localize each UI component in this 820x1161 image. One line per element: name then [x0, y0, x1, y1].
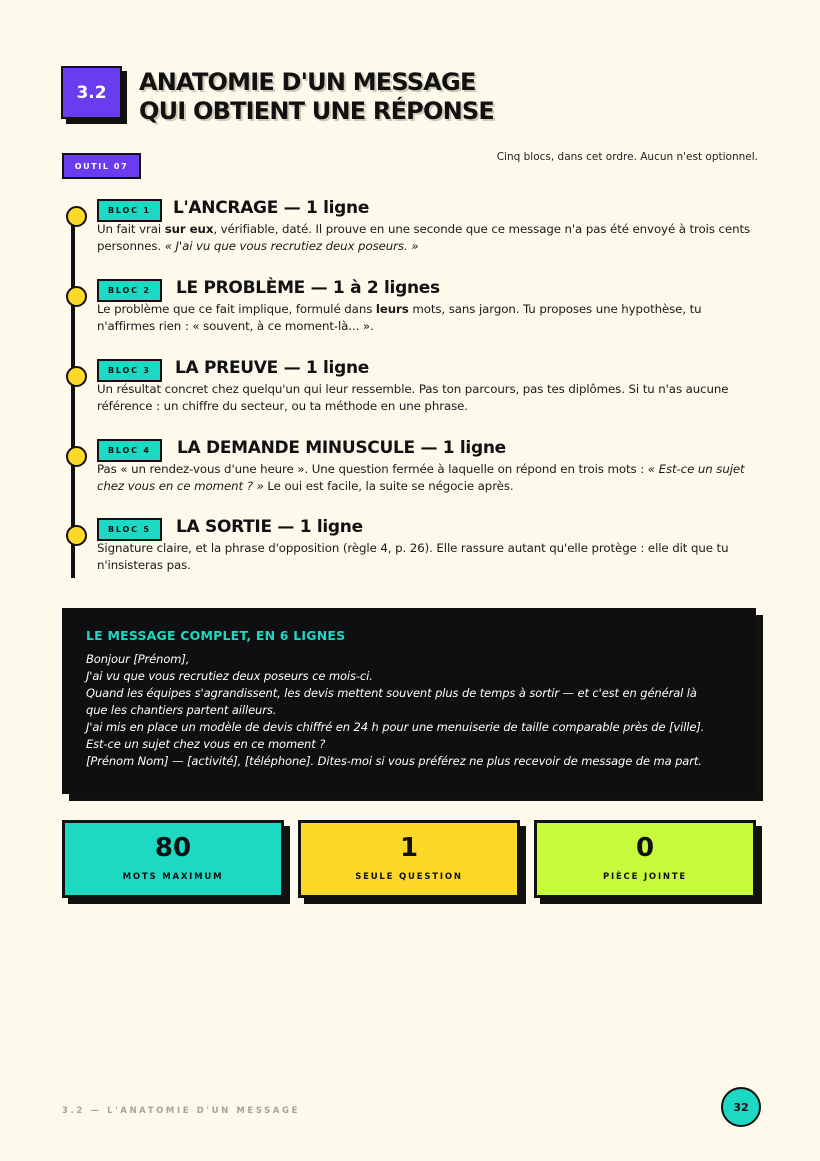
- bloc-tag: BLOC 1: [97, 199, 162, 222]
- bloc-body: [97, 381, 757, 415]
- footer-running-title: 3.2 — L'ANATOMIE D'UN MESSAGE: [62, 1106, 301, 1116]
- timeline-line: [71, 218, 75, 578]
- stat-label: MOTS MAXIMUM: [122, 872, 224, 882]
- message-line: J'ai vu que vous recrutiez deux poseurs ce mois-ci.: [86, 669, 373, 683]
- stat-card-attachment: [534, 820, 756, 898]
- bloc-body-segment: « Est-ce un sujet chez vous en ce moment ? »: [97, 462, 745, 493]
- intro-text: Cinq blocs, dans cet ordre. Aucun n'est optionnel.: [496, 151, 758, 163]
- bloc-body: [97, 301, 757, 335]
- stat-label: SEULE QUESTION: [355, 872, 463, 882]
- message-line: Est-ce un sujet chez vous en ce moment ?: [86, 737, 326, 751]
- message-line: Bonjour [Prénom],: [86, 652, 190, 666]
- timeline-dot: [66, 286, 87, 307]
- section-number: 3.2: [76, 82, 107, 103]
- bloc-heading: LA DEMANDE MINUSCULE — 1 ligne: [177, 438, 506, 458]
- bloc-body-segment: Le problème que ce fait implique, formulé dans: [97, 302, 376, 316]
- page-title-line-1: ANATOMIE D'UN MESSAGE: [139, 68, 476, 96]
- bloc-body-segment: « J'ai vu que vous recrutiez deux poseurs. »: [164, 239, 419, 253]
- bloc-body: [97, 461, 757, 495]
- page-title: [139, 68, 494, 126]
- bloc-body-segment: Un fait vrai: [97, 222, 165, 236]
- stat-value: 80: [154, 833, 192, 863]
- bloc-body-segment: Pas « un rendez-vous d'une heure ». Une question fermée à laquelle on répond en trois mots :: [97, 462, 648, 476]
- stat-card-max-words: [62, 820, 284, 898]
- bloc-tag: BLOC 2: [97, 279, 162, 302]
- bloc-body-segment: Signature claire, et la phrase d'opposition (règle 4, p. 26). Elle rassure autant qu'elle protège : elle dit que tu n'insisteras pas.: [97, 541, 729, 572]
- bloc-heading: LA SORTIE — 1 ligne: [176, 517, 363, 537]
- bloc-heading: L'ANCRAGE — 1 ligne: [173, 198, 370, 218]
- message-line: [Prénom Nom] — [activité], [téléphone]. Dites-moi si vous préférez ne plus recevoir de message de ma part.: [86, 754, 702, 768]
- bloc-body: [97, 540, 757, 574]
- timeline-dot: [66, 525, 87, 546]
- bloc-heading: LE PROBLÈME — 1 à 2 lignes: [176, 278, 440, 298]
- section-number-badge: [61, 66, 122, 119]
- bloc-body-segment: , vérifiable, daté. Il prouve en une seconde que ce message n'a pas été envoyé à trois cents personnes.: [97, 222, 751, 253]
- timeline-dot: [66, 206, 87, 227]
- message-line: que les chantiers partent ailleurs.: [86, 703, 277, 717]
- bloc-body-segment: Le oui est facile, la suite se négocie après.: [263, 479, 514, 493]
- message-line: J'ai mis en place un modèle de devis chiffré en 24 h pour une menuiserie de taille comparable près de [ville].: [86, 720, 705, 734]
- timeline-dot: [66, 446, 87, 467]
- bloc-tag: BLOC 5: [97, 518, 162, 541]
- bloc-body-segment: Un résultat concret chez quelqu'un qui leur ressemble. Pas ton parcours, pas tes diplômes. Si tu n'as aucune référence : un chiffre du secteur, ou ta méthode en une phrase.: [97, 382, 729, 413]
- stat-value: 1: [399, 833, 419, 863]
- bloc-body-segment: mots, sans jargon. Tu proposes une hypothèse, tu n'affirmes rien : « souvent, à ce moment-là... ».: [97, 302, 702, 333]
- tool-tag: OUTIL 07: [62, 153, 141, 179]
- timeline-dot: [66, 366, 87, 387]
- stat-label: PIÈCE JOINTE: [602, 872, 688, 882]
- bloc-tag: BLOC 4: [97, 439, 162, 462]
- complete-message-box: [62, 608, 756, 794]
- bloc-heading: LA PREUVE — 1 ligne: [175, 358, 369, 378]
- bloc-body-segment: leurs: [375, 302, 409, 316]
- bloc-tag: BLOC 3: [97, 359, 162, 382]
- bloc-body: [97, 221, 757, 255]
- message-title: LE MESSAGE COMPLET, EN 6 LIGNES: [86, 628, 346, 643]
- bloc-body-segment: sur eux: [164, 222, 214, 236]
- stat-card-single-question: [298, 820, 520, 898]
- stat-value: 0: [635, 833, 655, 863]
- page-number: 32: [721, 1087, 761, 1127]
- page-title-line-2: QUI OBTIENT UNE RÉPONSE: [139, 97, 494, 125]
- message-line: Quand les équipes s'agrandissent, les devis mettent souvent plus de temps à sortir — et c'est en général là: [86, 686, 697, 700]
